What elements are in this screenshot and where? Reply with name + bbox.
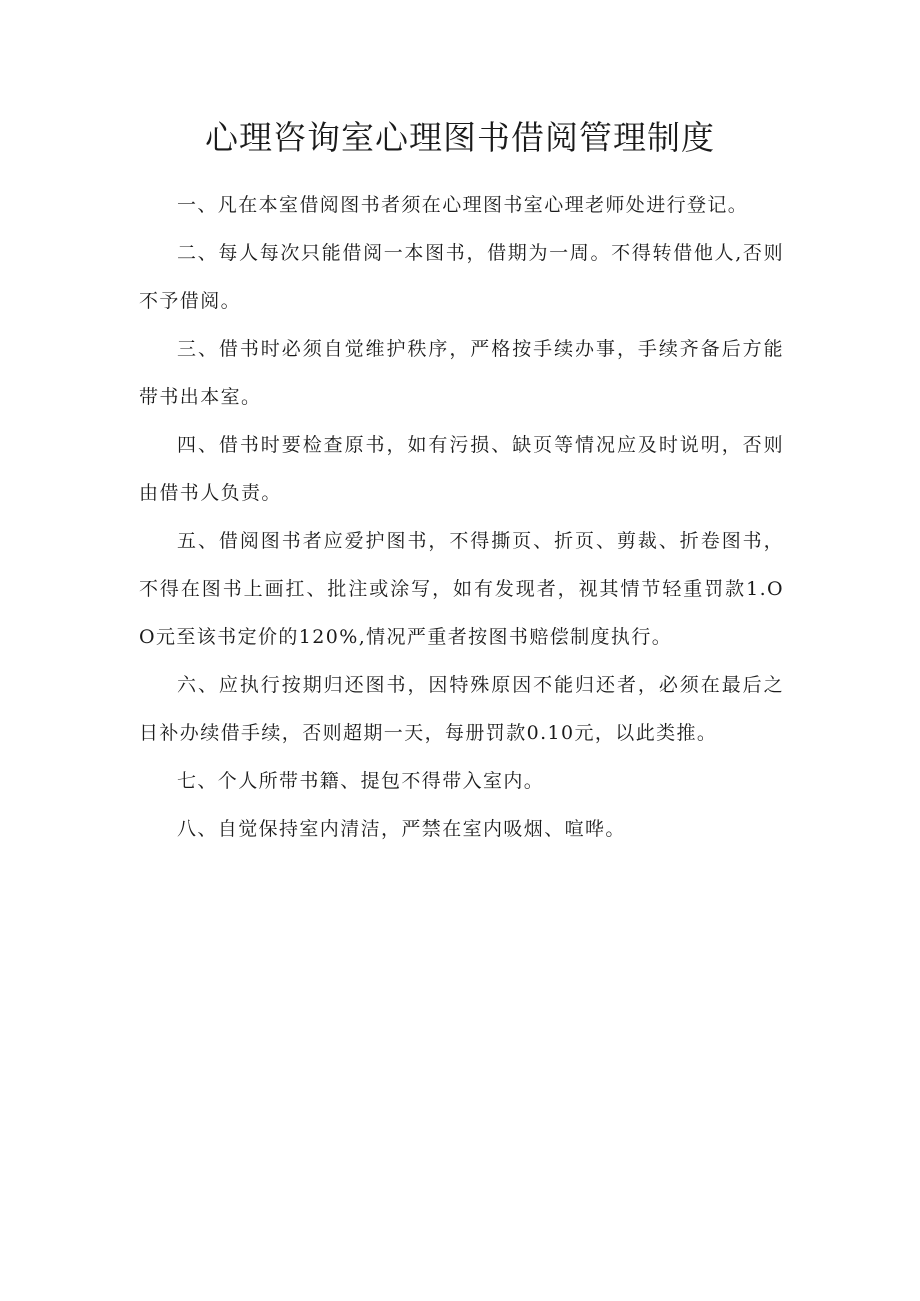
clause-7: 七、个人所带书籍、提包不得带入室内。 xyxy=(177,770,545,792)
clause-3: 三、借书时必须自觉维护秩序，严格按手续办事，手续齐备后方能带书出本室。 xyxy=(139,338,784,408)
document-body xyxy=(139,181,784,853)
clause-4: 四、借书时要检查原书，如有污损、缺页等情况应及时说明，否则由借书人负责。 xyxy=(139,434,784,504)
clause-2: 二、每人每次只能借阅一本图书，借期为一周。不得转借他人,否则不予借阅。 xyxy=(139,242,784,312)
clause-5: 五、借阅图书者应爱护图书，不得撕页、折页、剪裁、折卷图书，不得在图书上画扛、批注或涂写，如有发现者，视其情节轻重罚款1.OO元至该书定价的120%,情况严重者按图书赔偿制度执行。 xyxy=(139,530,784,648)
clause-8: 八、自觉保持室内清洁，严禁在室内吸烟、喧哗。 xyxy=(177,818,626,840)
document-title: 心理咨询室心理图书借阅管理制度 xyxy=(205,118,715,157)
clause-1: 一、凡在本室借阅图书者须在心理图书室心理老师处进行登记。 xyxy=(177,194,749,216)
clause-6: 六、应执行按期归还图书，因特殊原因不能归还者，必须在最后之日补办续借手续，否则超期一天，每册罚款0.10元，以此类推。 xyxy=(139,674,784,744)
